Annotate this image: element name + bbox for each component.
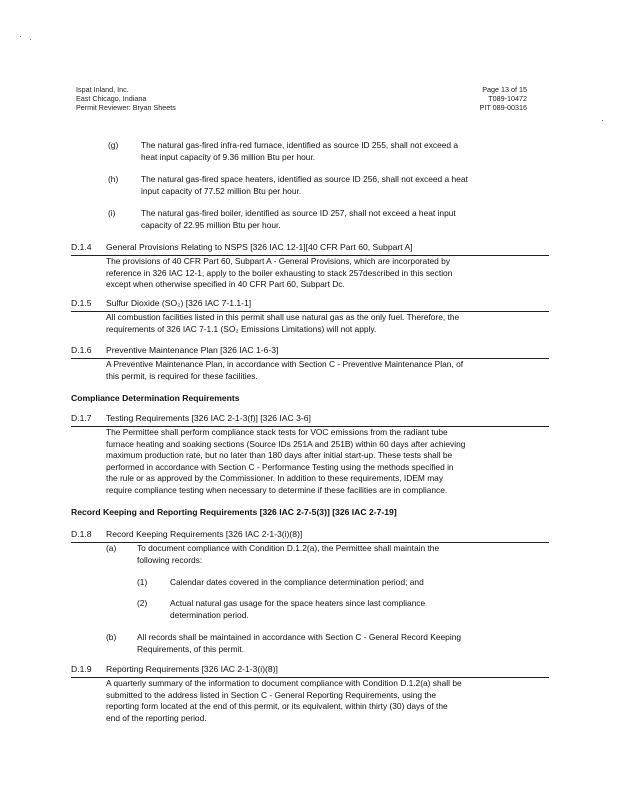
section-title-d16: Preventive Maintenance Plan [326 IAC 1-6-3] <box>106 345 279 355</box>
body-line: following records: <box>137 554 203 565</box>
section-number-d16: D.1.6 <box>71 345 92 355</box>
item-g-line: The natural gas-fired infra-red furnace, identified as source ID 255, shall not exceed a <box>141 140 459 150</box>
section-heading-record-keeping: Record Keeping and Reporting Requirements [326 IAC 2-7-5(3)] [326 IAC 2-7-19] <box>71 507 397 517</box>
header-permit-number: T089-10472 <box>488 94 527 103</box>
body-line: Requirements, of this permit. <box>137 643 245 654</box>
section-number-d14: D.1.4 <box>71 242 92 252</box>
section-body-d19 <box>106 678 462 724</box>
sub-text-2 <box>170 598 425 621</box>
item-i-line: The natural gas-fired boiler, identified as source ID 257, shall not exceed a heat input <box>141 208 456 218</box>
sub-text-b <box>137 632 461 655</box>
header-reviewer: Permit Reviewer: Bryan Sheets <box>76 103 176 112</box>
body-line: All combustion facilities listed in this permit shall use natural gas as the only fuel. Therefore, the <box>106 312 460 322</box>
body-line: The provisions of 40 CFR Part 60, Subpart A - General Provisions, which are incorporated by <box>106 256 451 266</box>
sub-label-a: (a) <box>106 543 117 553</box>
section-title-d19: Reporting Requirements [326 IAC 2-1-3(i)(8)] <box>106 664 278 674</box>
item-i-line: capacity of 22.95 million Btu per hour. <box>141 219 281 230</box>
item-label-g: (g) <box>108 140 119 150</box>
body-line: submitted to the address listed in Section C - General Reporting Requirements, using the <box>106 689 437 700</box>
item-h-line: The natural gas-fired space heaters, identified as source ID 256, shall not exceed a heat <box>141 174 468 184</box>
section-number-d19: D.1.9 <box>71 664 92 674</box>
body-line: To document compliance with Condition D.1.2(a), the Permittee shall maintain the <box>137 543 440 553</box>
body-line: maximum production rate, but no later than 180 days after initial start-up. These tests shall be <box>106 450 453 460</box>
item-text-g <box>141 140 458 163</box>
body-line: requirements of 326 IAC 7-1.1 (SO₂ Emissions Limitations) will not apply. <box>106 323 377 334</box>
body-line: performed in accordance with Section C - Performance Testing using the methods specified in <box>106 461 454 472</box>
section-title-d15: Sulfur Dioxide (SO₂) [326 IAC 7-1.1-1] <box>106 298 252 308</box>
section-number-d18: D.1.8 <box>71 529 92 539</box>
sub-text-1 <box>170 577 424 589</box>
body-line: A Preventive Maintenance Plan, in accordance with Section C - Preventive Maintenance Plan, of <box>106 359 464 369</box>
body-line: determination period. <box>170 609 249 620</box>
section-body-d15 <box>106 312 459 335</box>
item-label-i: (i) <box>108 208 116 218</box>
section-body-d17 <box>106 427 465 496</box>
section-heading-compliance: Compliance Determination Requirements <box>71 393 240 403</box>
header-location: East Chicago, Indiana <box>76 94 147 103</box>
body-line: the rule or as approved by the Commissioner. In addition to these requirements, IDEM may <box>106 473 444 483</box>
section-body-d14 <box>106 256 452 291</box>
header-right <box>480 85 527 112</box>
section-number-d15: D.1.5 <box>71 298 92 308</box>
body-line: A quarterly summary of the information to document compliance with Condition D.1.2(a) shall be <box>106 678 462 688</box>
section-title-d14: General Provisions Relating to NSPS [326 IAC 12-1][40 CFR Part 60, Subpart A] <box>106 242 413 252</box>
section-title-d18: Record Keeping Requirements [326 IAC 2-1-3(i)(8)] <box>106 529 303 539</box>
header-company: Ispat Inland, Inc. <box>76 85 129 94</box>
section-title-d17: Testing Requirements [326 IAC 2-1-3(f)] [326 IAC 3-6] <box>106 413 311 423</box>
header-left <box>76 85 176 112</box>
header-page-number: Page 13 of 15 <box>482 85 527 94</box>
item-text-h <box>141 174 468 197</box>
sub-label-b: (b) <box>106 632 117 642</box>
sub-label-2: (2) <box>137 598 148 608</box>
body-line: All records shall be maintained in accordance with Section C - General Record Keeping <box>137 632 462 642</box>
body-line: require compliance testing when necessary to determine if these facilities are in compliance. <box>106 484 448 495</box>
item-h-line: input capacity of 77.52 million Btu per hour. <box>141 185 302 196</box>
item-label-h: (h) <box>108 174 119 184</box>
body-line: end of the reporting period. <box>106 712 207 723</box>
scan-speck <box>30 39 31 40</box>
sub-label-1: (1) <box>137 577 148 587</box>
item-g-line: heat input capacity of 9.36 million Btu per hour. <box>141 151 316 162</box>
body-line: reference in 326 IAC 12-1, apply to the boiler exhausting to stack 257described in this section <box>106 267 453 278</box>
sub-text-a <box>137 543 439 566</box>
item-text-i <box>141 208 456 231</box>
scan-speck <box>20 36 21 37</box>
body-line: reporting form located at the end of this permit, or its equivalent, within thirty (30) days of the <box>106 701 448 711</box>
body-line: The Permittee shall perform compliance stack tests for VOC emissions from the radiant tube <box>106 427 448 437</box>
body-line: except when otherwise specified in 40 CFR Part 60, Subpart Dc. <box>106 279 345 289</box>
body-line: furnace heating and soaking sections (Source IDs 251A and 251B) within 60 days after achieving <box>106 438 466 449</box>
section-body-d16 <box>106 359 463 382</box>
header-pit-number: PIT 089-00316 <box>479 103 527 112</box>
body-line: Actual natural gas usage for the space heaters since last compliance <box>170 598 426 608</box>
body-line: this permit, is required for these facilities. <box>106 370 258 381</box>
scan-speck <box>602 120 603 121</box>
body-line: Calendar dates covered in the compliance determination period; and <box>170 577 424 587</box>
section-number-d17: D.1.7 <box>71 413 92 423</box>
